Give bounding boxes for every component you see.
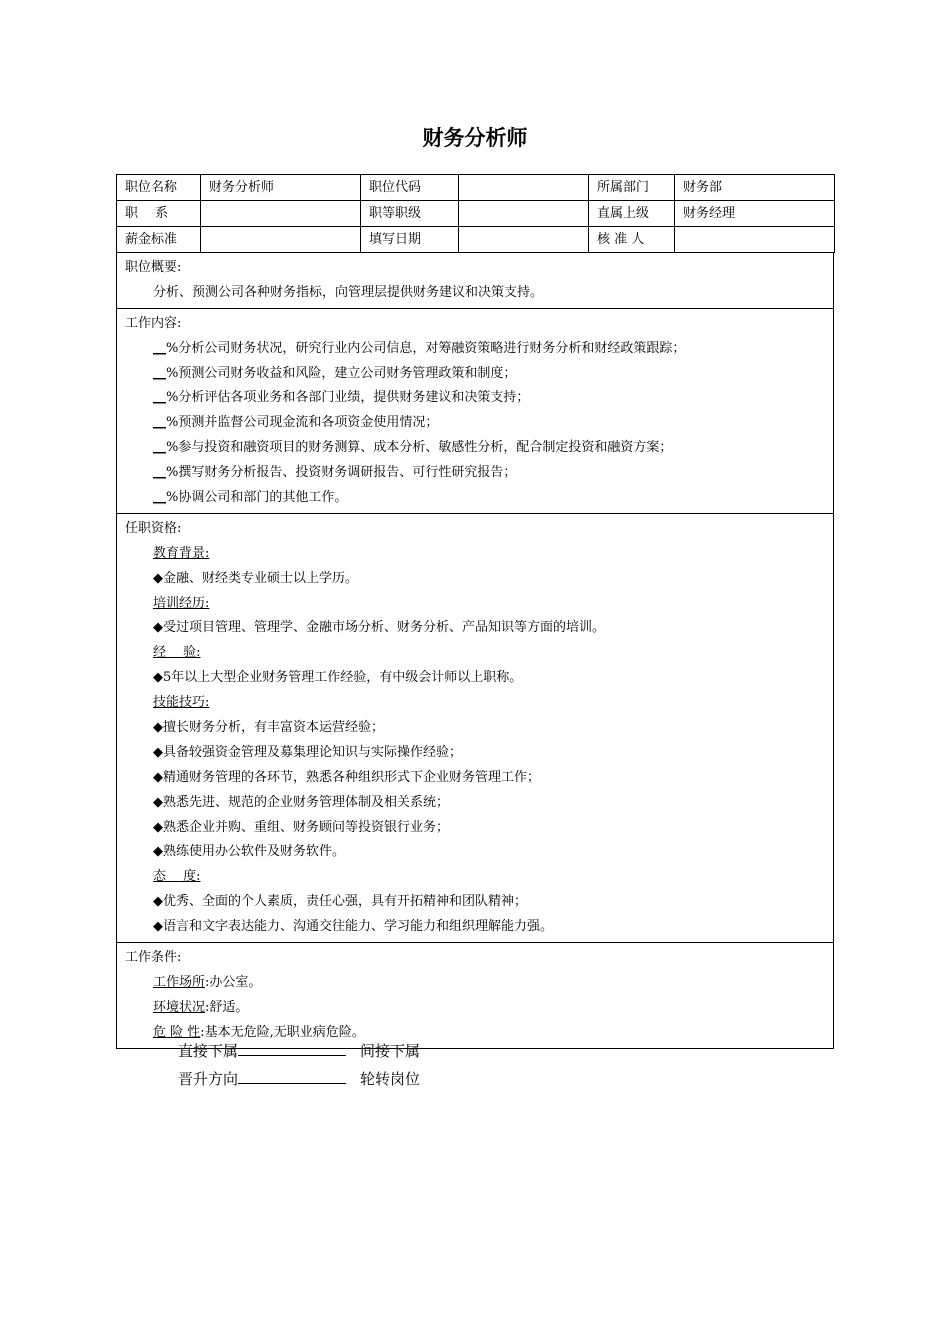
- attitude-heading: 态 度:: [153, 869, 201, 885]
- label-job-grade: 职等职级: [361, 201, 459, 227]
- label-fill-date: 填写日期: [361, 227, 459, 253]
- direct-subordinate-label: 直接下属: [178, 1042, 239, 1060]
- list-item: ◆熟练使用办公软件及财务软件。: [153, 844, 345, 860]
- footer-row-subordinates: [178, 1040, 420, 1061]
- label-department: 所属部门: [589, 175, 675, 201]
- place-label: 工作场所: [153, 974, 206, 990]
- list-item: ◆受过项目管理、管理学、金融市场分析、财务分析、产品知识等方面的培训。: [153, 620, 605, 636]
- overview-text: 分析、预测公司各种财务指标，向管理层提供财务建议和决策支持。: [153, 284, 544, 300]
- list-item: ◆精通财务管理的各环节，熟悉各种组织形式下企业财务管理工作；: [153, 769, 540, 785]
- label-job-family: 职 系: [117, 201, 201, 227]
- list-item: __%协调公司和部门的其他工作。: [153, 490, 348, 506]
- qualifications-section: [116, 514, 834, 943]
- conditions-section: [116, 943, 834, 1049]
- page-title: 财务分析师: [422, 126, 528, 150]
- value-salary: [201, 227, 361, 253]
- list-item: ◆优秀、全面的个人素质，责任心强，具有开拓精神和团队精神；: [153, 894, 527, 910]
- direct-subordinate-field[interactable]: [238, 1040, 346, 1056]
- duties-section: [116, 309, 834, 514]
- list-item: ◆熟悉企业并购、重组、财务顾问等投资银行业务；: [153, 819, 449, 835]
- list-item: __%预测并监督公司现金流和各项资金使用情况；: [153, 415, 439, 431]
- list-item: __%参与投资和融资项目的财务测算、成本分析、敏感性分析，配合制定投资和融资方案；: [153, 440, 673, 456]
- value-fill-date: [459, 227, 589, 253]
- promotion-field[interactable]: [238, 1068, 346, 1084]
- risk-label: 危 险 性: [153, 1024, 201, 1040]
- value-job-family: [201, 201, 361, 227]
- list-item: __%预测公司财务收益和风险，建立公司财务管理政策和制度；: [153, 365, 517, 381]
- value-approver: [675, 227, 835, 253]
- list-item: ◆擅长财务分析，有丰富资本运营经验；: [153, 720, 384, 736]
- indirect-subordinate-label: 间接下属: [360, 1042, 421, 1060]
- list-item: ◆语言和文字表达能力、沟通交往能力、学习能力和组织理解能力强。: [153, 919, 553, 935]
- list-item: __%分析评估各项业务和各部门业绩，提供财务建议和决策支持；: [153, 390, 530, 406]
- table-row: [117, 227, 835, 253]
- place-value: :办公室。: [205, 974, 262, 990]
- footer-row-career: [178, 1068, 420, 1089]
- conditions-label: 工作条件:: [125, 950, 182, 966]
- risk-value: :基本无危险,无职业病危险。: [200, 1024, 365, 1040]
- overview-section: [116, 253, 834, 309]
- label-supervisor: 直属上级: [589, 201, 675, 227]
- value-supervisor: 财务经理: [675, 201, 835, 227]
- env-value: :舒适。: [205, 999, 249, 1015]
- value-job-code: [459, 175, 589, 201]
- education-heading: 教育背景:: [153, 545, 210, 561]
- list-item: [125, 971, 825, 996]
- skills-heading: 技能技巧:: [153, 695, 210, 711]
- qualifications-label: 任职资格:: [125, 520, 182, 536]
- promotion-label: 晋升方向: [178, 1070, 239, 1088]
- label-salary: 薪金标准: [117, 227, 201, 253]
- label-job-code: 职位代码: [361, 175, 459, 201]
- experience-heading: 经 验:: [153, 645, 201, 661]
- list-item: __%撰写财务分析报告、投资财务调研报告、可行性研究报告；: [153, 465, 517, 481]
- list-item: [125, 996, 825, 1021]
- training-heading: 培训经历:: [153, 595, 210, 611]
- list-item: ◆金融、财经类专业硕士以上学历。: [153, 570, 358, 586]
- value-department: 财务部: [675, 175, 835, 201]
- value-job-title: 财务分析师: [201, 175, 361, 201]
- list-item: ◆5年以上大型企业财务管理工作经验，有中级会计师以上职称。: [153, 670, 523, 686]
- table-row: [117, 201, 835, 227]
- label-approver: 核 准 人: [589, 227, 675, 253]
- overview-label: 职位概要:: [125, 260, 182, 275]
- list-item: __%分析公司财务状况，研究行业内公司信息，对筹融资策略进行财务分析和财经政策跟踪；: [153, 340, 686, 356]
- env-label: 环境状况: [153, 999, 206, 1015]
- label-job-title: 职位名称: [117, 175, 201, 201]
- table-row: [117, 175, 835, 201]
- list-item: ◆熟悉先进、规范的企业财务管理体制及相关系统；: [153, 794, 449, 810]
- info-table: [116, 174, 835, 253]
- list-item: ◆具备较强资金管理及募集理论知识与实际操作经验；: [153, 744, 462, 760]
- job-description-form: [116, 174, 834, 1049]
- rotation-label: 轮转岗位: [360, 1070, 421, 1088]
- value-job-grade: [459, 201, 589, 227]
- duties-label: 工作内容:: [125, 315, 182, 331]
